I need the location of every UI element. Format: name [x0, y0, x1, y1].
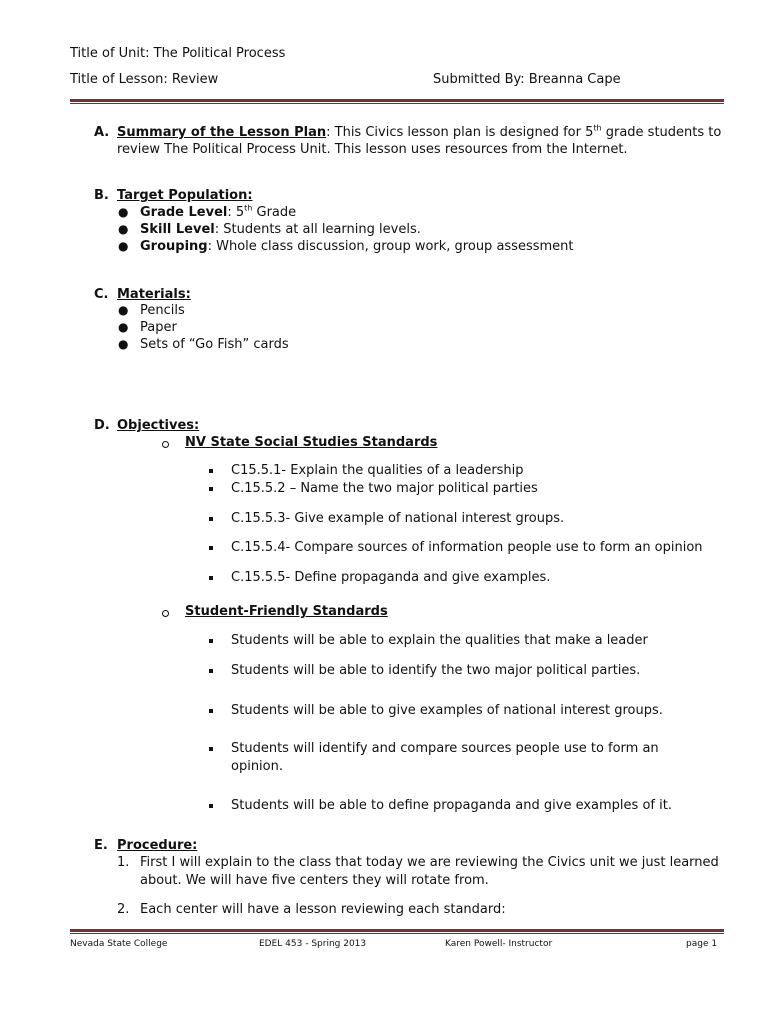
square-bullet-icon [209, 709, 213, 713]
footer-college: Nevada State College [70, 939, 168, 949]
section-a-letter: A. [94, 125, 110, 140]
procedure-step: First I will explain to the class that today we are reviewing the Civics unit we just learned [140, 855, 719, 870]
circle-bullet-icon [162, 441, 169, 448]
unit-title: Title of Unit: The Political Process [70, 46, 286, 61]
square-bullet-icon [209, 469, 213, 473]
section-e-letter: E. [94, 838, 108, 853]
section-d-letter: D. [94, 418, 110, 433]
standard-item: C.15.5.3- Give example of national interest groups. [231, 511, 565, 526]
procedure-step-cont: about. We will have five centers they will rotate from. [140, 873, 489, 888]
square-bullet-icon [209, 487, 213, 491]
lesson-title: Title of Lesson: Review [70, 72, 219, 87]
procedure-number: 2. [117, 902, 130, 917]
skill-level-item: Skill Level: Students at all learning levels. [140, 222, 421, 237]
footer-page: page 1 [686, 939, 718, 949]
bullet-icon: ● [118, 303, 129, 317]
bullet-icon: ● [118, 239, 129, 253]
grouping-item: Grouping: Whole class discussion, group work, group assessment [140, 239, 574, 254]
footer-instructor: Karen Powell- Instructor [445, 939, 553, 949]
student-standard-item: Students will be able to define propaganda and give examples of it. [231, 798, 672, 813]
submitted-by: Submitted By: Breanna Cape [433, 72, 621, 87]
circle-bullet-icon [162, 610, 169, 617]
square-bullet-icon [209, 576, 213, 580]
material-item: Sets of “Go Fish” cards [140, 337, 289, 352]
bullet-icon: ● [118, 320, 129, 334]
square-bullet-icon [209, 747, 213, 751]
header-rule [70, 99, 724, 104]
section-b-heading: Target Population: [117, 188, 253, 203]
material-item: Paper [140, 320, 177, 335]
student-standard-item: Students will be able to identify the two major political parties. [231, 663, 641, 678]
bullet-icon: ● [118, 205, 129, 219]
footer-rule [70, 929, 724, 934]
bullet-icon: ● [118, 222, 129, 236]
section-c-heading: Materials: [117, 287, 191, 302]
standard-item: C.15.5.5- Define propaganda and give examples. [231, 570, 551, 585]
section-e-heading: Procedure: [117, 838, 198, 853]
procedure-number: 1. [117, 855, 130, 870]
student-standard-item: Students will be able to give examples of national interest groups. [231, 703, 663, 718]
section-b-letter: B. [94, 188, 109, 203]
grade-level-item: Grade Level: 5th Grade [140, 203, 297, 220]
square-bullet-icon [209, 517, 213, 521]
square-bullet-icon [209, 669, 213, 673]
section-d-heading: Objectives: [117, 418, 200, 433]
standard-item: C.15.5.2 – Name the two major political parties [231, 481, 538, 496]
square-bullet-icon [209, 546, 213, 550]
material-item: Pencils [140, 303, 185, 318]
section-c-letter: C. [94, 287, 109, 302]
standard-item: C15.5.1- Explain the qualities of a leadership [231, 463, 524, 478]
nv-standards-heading: NV State Social Studies Standards [185, 435, 438, 450]
bullet-icon: ● [118, 337, 129, 351]
footer-course: EDEL 453 - Spring 2013 [259, 939, 367, 949]
square-bullet-icon [209, 804, 213, 808]
student-standard-item: Students will be able to explain the qualities that make a leader [231, 633, 648, 648]
standard-item: C.15.5.4- Compare sources of information people use to form an opinion [231, 540, 703, 555]
procedure-step: Each center will have a lesson reviewing each standard: [140, 902, 506, 917]
student-standards-heading: Student-Friendly Standards [185, 604, 388, 619]
square-bullet-icon [209, 639, 213, 643]
section-a-heading: Summary of the Lesson Plan [117, 125, 327, 140]
student-standard-item: Students will identify and compare sources people use to form an [231, 741, 659, 756]
section-a-line1: Summary of the Lesson Plan: This Civics lesson plan is designed for 5th grade students to [117, 123, 722, 140]
section-a-line2: review The Political Process Unit. This lesson uses resources from the Internet. [117, 142, 628, 157]
student-standard-item-cont: opinion. [231, 759, 283, 774]
